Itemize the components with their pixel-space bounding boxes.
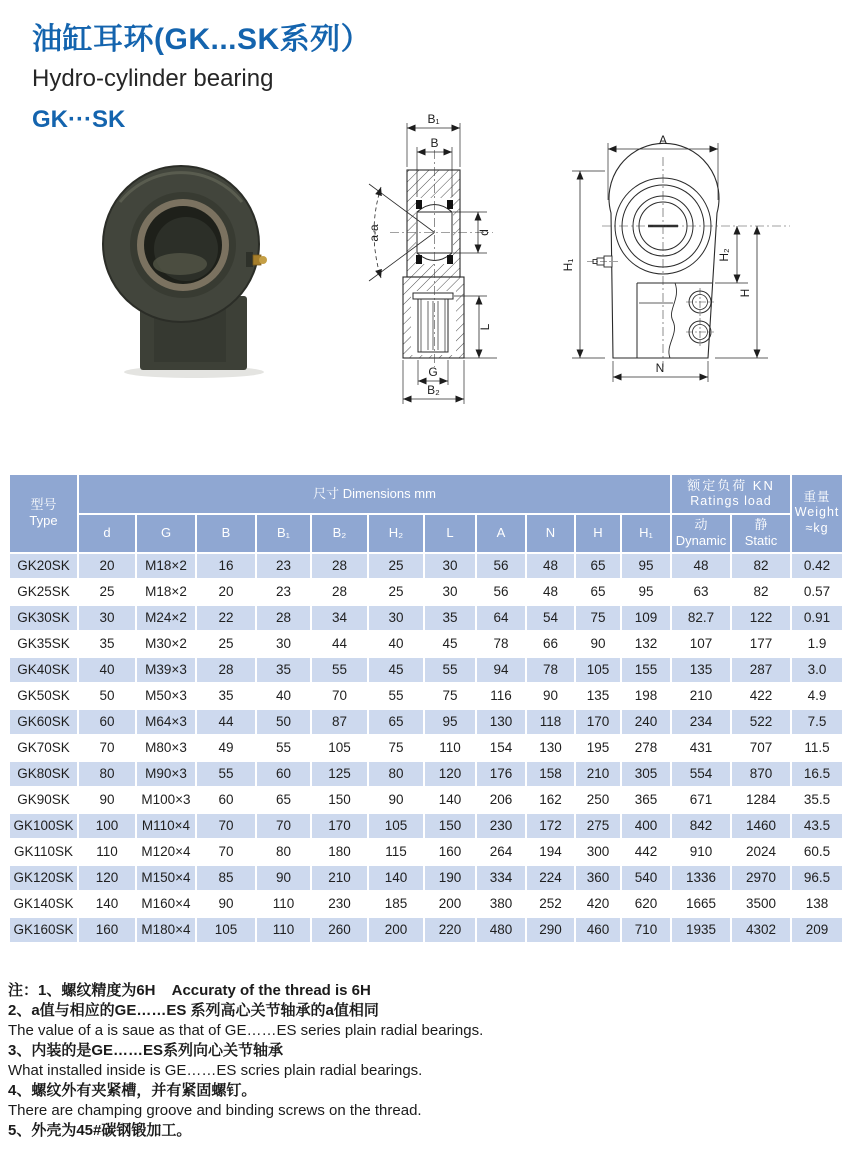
cell: 206 xyxy=(476,787,526,813)
cell: 65 xyxy=(575,579,621,605)
dim-label-l: L xyxy=(478,323,492,331)
cell: 64 xyxy=(476,605,526,631)
cell: 870 xyxy=(731,761,791,787)
cell: M24×2 xyxy=(136,605,196,631)
cell: 234 xyxy=(671,709,731,735)
cell: 220 xyxy=(424,917,476,943)
cell: 110 xyxy=(256,917,311,943)
cell: 264 xyxy=(476,839,526,865)
cell: 180 xyxy=(311,839,368,865)
cell: M39×3 xyxy=(136,657,196,683)
cell-type: GK110SK xyxy=(9,839,78,865)
col-header-dim-0: d xyxy=(78,514,136,553)
cell: 63 xyxy=(671,579,731,605)
cell: 0.57 xyxy=(791,579,843,605)
cell: 120 xyxy=(78,865,136,891)
table-row xyxy=(9,631,843,657)
cell: 150 xyxy=(311,787,368,813)
dim-label-b1: B₁ xyxy=(427,112,440,126)
cell: 82 xyxy=(731,553,791,579)
cell: 380 xyxy=(476,891,526,917)
cell: 30 xyxy=(368,605,424,631)
cell: 177 xyxy=(731,631,791,657)
cell: 90 xyxy=(575,631,621,657)
table-row xyxy=(9,865,843,891)
cell: 4302 xyxy=(731,917,791,943)
cell: M110×4 xyxy=(136,813,196,839)
header-row-groups xyxy=(9,474,843,514)
page-header xyxy=(32,14,371,134)
col-header-dim-5: H₂ xyxy=(368,514,424,553)
cell: 1.9 xyxy=(791,631,843,657)
cell: 105 xyxy=(196,917,256,943)
cell: 0.91 xyxy=(791,605,843,631)
front-view-drawing xyxy=(560,105,850,405)
cell: 176 xyxy=(476,761,526,787)
cell: 252 xyxy=(526,891,575,917)
cell-type: GK140SK xyxy=(9,891,78,917)
cell: M120×4 xyxy=(136,839,196,865)
cell: 90 xyxy=(78,787,136,813)
cell: 122 xyxy=(731,605,791,631)
table-row xyxy=(9,605,843,631)
cell: 155 xyxy=(621,657,671,683)
cell: 65 xyxy=(575,553,621,579)
cell: 460 xyxy=(575,917,621,943)
cell: 3500 xyxy=(731,891,791,917)
cell: 34 xyxy=(311,605,368,631)
cell: 82 xyxy=(731,579,791,605)
cell-type: GK30SK xyxy=(9,605,78,631)
cell: 160 xyxy=(78,917,136,943)
cell-type: GK160SK xyxy=(9,917,78,943)
cell: 140 xyxy=(424,787,476,813)
cell: 25 xyxy=(368,579,424,605)
cell: 85 xyxy=(196,865,256,891)
seal-mark xyxy=(447,255,453,264)
cell: 132 xyxy=(621,631,671,657)
cell: 55 xyxy=(311,657,368,683)
cell: 25 xyxy=(196,631,256,657)
cell: 95 xyxy=(424,709,476,735)
col-header-static: 静 Static xyxy=(731,514,791,553)
cell-type: GK25SK xyxy=(9,579,78,605)
cell: M180×4 xyxy=(136,917,196,943)
cell: 56 xyxy=(476,553,526,579)
cell: 80 xyxy=(368,761,424,787)
cell: 70 xyxy=(311,683,368,709)
cell: 107 xyxy=(671,631,731,657)
cell: 210 xyxy=(311,865,368,891)
cell: 105 xyxy=(311,735,368,761)
table-row xyxy=(9,553,843,579)
table-row xyxy=(9,839,843,865)
note-line: 5、外壳为45#碳钢锻加工。 xyxy=(8,1122,192,1139)
cell: 80 xyxy=(78,761,136,787)
cell-type: GK35SK xyxy=(9,631,78,657)
note-line: What installed inside is GE……ES scries plain radial bearings. xyxy=(8,1062,423,1079)
table-row xyxy=(9,787,843,813)
cell: 1460 xyxy=(731,813,791,839)
cell: 140 xyxy=(78,891,136,917)
table-row xyxy=(9,657,843,683)
dim-label-aa: a-a xyxy=(367,224,381,242)
col-header-dim-9: H xyxy=(575,514,621,553)
cell: 35 xyxy=(256,657,311,683)
cell: 190 xyxy=(424,865,476,891)
cell: 185 xyxy=(368,891,424,917)
cell: 60 xyxy=(78,709,136,735)
cell: 135 xyxy=(671,657,731,683)
seal-mark xyxy=(447,200,453,209)
cell: 442 xyxy=(621,839,671,865)
cell: 110 xyxy=(424,735,476,761)
cell-type: GK50SK xyxy=(9,683,78,709)
cell: 250 xyxy=(575,787,621,813)
cell: 25 xyxy=(368,553,424,579)
cell: 120 xyxy=(424,761,476,787)
cell: 305 xyxy=(621,761,671,787)
col-header-dim-6: L xyxy=(424,514,476,553)
cell-type: GK40SK xyxy=(9,657,78,683)
cell: 710 xyxy=(621,917,671,943)
cell: 620 xyxy=(621,891,671,917)
cell-type: GK60SK xyxy=(9,709,78,735)
cell: 130 xyxy=(476,709,526,735)
cell: 554 xyxy=(671,761,731,787)
cell: 170 xyxy=(575,709,621,735)
cell: 110 xyxy=(78,839,136,865)
note-line: 4、螺纹外有夹紧槽，并有紧固螺钉。 xyxy=(8,1082,257,1099)
dim-label-b2: B₂ xyxy=(427,383,440,397)
col-header-dim-3: B₁ xyxy=(256,514,311,553)
cell: 54 xyxy=(526,605,575,631)
cell: 198 xyxy=(621,683,671,709)
cell: 48 xyxy=(526,553,575,579)
cell: 40 xyxy=(256,683,311,709)
cell: M64×3 xyxy=(136,709,196,735)
table-row xyxy=(9,891,843,917)
cell: 30 xyxy=(424,579,476,605)
cell: 158 xyxy=(526,761,575,787)
cell: M18×2 xyxy=(136,553,196,579)
cell: 20 xyxy=(78,553,136,579)
note-line: 3、内装的是GE……ES系列向心关节轴承 xyxy=(8,1042,284,1059)
cell: 28 xyxy=(196,657,256,683)
cell: 300 xyxy=(575,839,621,865)
cell: 154 xyxy=(476,735,526,761)
cell: 50 xyxy=(78,683,136,709)
cell: 7.5 xyxy=(791,709,843,735)
cell: 20 xyxy=(196,579,256,605)
cell: 44 xyxy=(196,709,256,735)
cell: 194 xyxy=(526,839,575,865)
cell-type: GK70SK xyxy=(9,735,78,761)
note-line: 2、a值与相应的GE……ES 系列高心关节轴承的a值相同 xyxy=(8,1002,379,1019)
cell: 116 xyxy=(476,683,526,709)
notes-block xyxy=(8,981,838,1141)
cell: 1336 xyxy=(671,865,731,891)
cell: 162 xyxy=(526,787,575,813)
table-row xyxy=(9,709,843,735)
cell: 290 xyxy=(526,917,575,943)
cell: 100 xyxy=(78,813,136,839)
cell: 224 xyxy=(526,865,575,891)
cell: 60 xyxy=(256,761,311,787)
cell-type: GK120SK xyxy=(9,865,78,891)
cell: 70 xyxy=(256,813,311,839)
cell: 55 xyxy=(196,761,256,787)
cell: 48 xyxy=(671,553,731,579)
cell: 287 xyxy=(731,657,791,683)
col-group-dimensions: 尺寸 Dimensions mm xyxy=(78,474,671,514)
cell: 45 xyxy=(368,657,424,683)
cell: 420 xyxy=(575,891,621,917)
cell: 56 xyxy=(476,579,526,605)
col-group-ratings: 额定负荷 KN Ratings load xyxy=(671,474,791,514)
table-row xyxy=(9,683,843,709)
cell: 90 xyxy=(256,865,311,891)
cell: 70 xyxy=(196,813,256,839)
cell: 200 xyxy=(368,917,424,943)
cell: 160 xyxy=(424,839,476,865)
cell: 431 xyxy=(671,735,731,761)
cell: M30×2 xyxy=(136,631,196,657)
cell: 16.5 xyxy=(791,761,843,787)
cell: 110 xyxy=(256,891,311,917)
cell-type: GK90SK xyxy=(9,787,78,813)
cell: M100×3 xyxy=(136,787,196,813)
dim-label-a: A xyxy=(658,133,668,147)
col-header-dim-10: H₁ xyxy=(621,514,671,553)
cell: 55 xyxy=(424,657,476,683)
cell: 49 xyxy=(196,735,256,761)
spec-table xyxy=(8,473,844,944)
col-header-dim-8: N xyxy=(526,514,575,553)
header-row-columns xyxy=(9,514,843,553)
cell: 2024 xyxy=(731,839,791,865)
cell: 66 xyxy=(526,631,575,657)
cell: 28 xyxy=(311,553,368,579)
cell: 35.5 xyxy=(791,787,843,813)
cell: 1284 xyxy=(731,787,791,813)
cell: 43.5 xyxy=(791,813,843,839)
cell: 30 xyxy=(424,553,476,579)
cell: 40 xyxy=(78,657,136,683)
dim-label-h2: H₂ xyxy=(717,248,731,262)
cell: 90 xyxy=(526,683,575,709)
cell: 360 xyxy=(575,865,621,891)
cell: 35 xyxy=(78,631,136,657)
cell: 75 xyxy=(424,683,476,709)
cell: 65 xyxy=(256,787,311,813)
table-row xyxy=(9,761,843,787)
cell: 275 xyxy=(575,813,621,839)
cell: 210 xyxy=(671,683,731,709)
cell: 422 xyxy=(731,683,791,709)
cell: 35 xyxy=(196,683,256,709)
cell: 45 xyxy=(424,631,476,657)
cell: 75 xyxy=(575,605,621,631)
cell: M160×4 xyxy=(136,891,196,917)
cell: 70 xyxy=(196,839,256,865)
grease-fitting-boss xyxy=(246,252,253,267)
cell: 365 xyxy=(621,787,671,813)
cell: 195 xyxy=(575,735,621,761)
col-header-dim-4: B₂ xyxy=(311,514,368,553)
dim-label-b: B xyxy=(430,136,439,150)
cell: 138 xyxy=(791,891,843,917)
cell: 260 xyxy=(311,917,368,943)
cell: 3.0 xyxy=(791,657,843,683)
cell: 95 xyxy=(621,579,671,605)
product-photo xyxy=(82,148,272,380)
page-subtitle: Hydro-cylinder bearing xyxy=(32,65,274,92)
cell: 30 xyxy=(256,631,311,657)
cell: 65 xyxy=(368,709,424,735)
cell: 400 xyxy=(621,813,671,839)
dim-label-h: H xyxy=(738,288,752,298)
cell: 115 xyxy=(368,839,424,865)
cell-type: GK80SK xyxy=(9,761,78,787)
table-row xyxy=(9,917,843,943)
col-header-dim-2: B xyxy=(196,514,256,553)
series-label: GK···SK xyxy=(32,106,126,133)
cell: 1935 xyxy=(671,917,731,943)
cell: 23 xyxy=(256,579,311,605)
cell: 105 xyxy=(368,813,424,839)
cell: 170 xyxy=(311,813,368,839)
cell-type: GK20SK xyxy=(9,553,78,579)
cell: 334 xyxy=(476,865,526,891)
cell: 480 xyxy=(476,917,526,943)
cell: 707 xyxy=(731,735,791,761)
cell: 671 xyxy=(671,787,731,813)
col-header-dynamic: 动 Dynamic xyxy=(671,514,731,553)
cross-section-drawing xyxy=(365,105,550,410)
cell: 35 xyxy=(424,605,476,631)
cell: 60.5 xyxy=(791,839,843,865)
cell: 80 xyxy=(256,839,311,865)
cell: 78 xyxy=(526,657,575,683)
cell: 1665 xyxy=(671,891,731,917)
cell: 55 xyxy=(256,735,311,761)
note-line: There are champing groove and binding screws on the thread. xyxy=(8,1102,422,1119)
dim-label-g: G xyxy=(428,365,438,379)
cell: 135 xyxy=(575,683,621,709)
note-line: 注：1、螺纹精度为6H Accuraty of the thread is 6H xyxy=(8,982,371,999)
cell: 82.7 xyxy=(671,605,731,631)
cell: 910 xyxy=(671,839,731,865)
cell: 125 xyxy=(311,761,368,787)
col-header-dim-7: A xyxy=(476,514,526,553)
cell: 522 xyxy=(731,709,791,735)
cell: M90×3 xyxy=(136,761,196,787)
cell: 28 xyxy=(311,579,368,605)
cell: 22 xyxy=(196,605,256,631)
cell: 87 xyxy=(311,709,368,735)
cell: 90 xyxy=(196,891,256,917)
cell: 55 xyxy=(368,683,424,709)
cell: 230 xyxy=(476,813,526,839)
cell: 2970 xyxy=(731,865,791,891)
cell: 172 xyxy=(526,813,575,839)
cell: 105 xyxy=(575,657,621,683)
col-header-dim-1: G xyxy=(136,514,196,553)
cell: 28 xyxy=(256,605,311,631)
note-line: The value of a is saue as that of GE……ES series plain radial bearings. xyxy=(8,1022,484,1039)
cell: 230 xyxy=(311,891,368,917)
cell: 0.42 xyxy=(791,553,843,579)
cell: 78 xyxy=(476,631,526,657)
seal-mark xyxy=(416,200,422,209)
dim-label-h1: H₁ xyxy=(561,258,575,272)
cell: 150 xyxy=(424,813,476,839)
cell: 30 xyxy=(78,605,136,631)
page-title: 油缸耳环(GK...SK系列） xyxy=(32,23,372,56)
cell: 210 xyxy=(575,761,621,787)
cell: 94 xyxy=(476,657,526,683)
cell: 209 xyxy=(791,917,843,943)
cell: 96.5 xyxy=(791,865,843,891)
cell: 48 xyxy=(526,579,575,605)
cell: 109 xyxy=(621,605,671,631)
cell: 540 xyxy=(621,865,671,891)
cell: 70 xyxy=(78,735,136,761)
cell: 25 xyxy=(78,579,136,605)
cell: 278 xyxy=(621,735,671,761)
table-row xyxy=(9,735,843,761)
cell: M80×3 xyxy=(136,735,196,761)
cell: 60 xyxy=(196,787,256,813)
cell: 40 xyxy=(368,631,424,657)
cell: 842 xyxy=(671,813,731,839)
cell: 44 xyxy=(311,631,368,657)
cell: 23 xyxy=(256,553,311,579)
dim-label-d: d xyxy=(477,229,491,236)
table-row xyxy=(9,813,843,839)
cell: 200 xyxy=(424,891,476,917)
cell: 90 xyxy=(368,787,424,813)
cell: 16 xyxy=(196,553,256,579)
dim-label-n: N xyxy=(655,361,665,375)
cell: 50 xyxy=(256,709,311,735)
cell: M18×2 xyxy=(136,579,196,605)
cell: 240 xyxy=(621,709,671,735)
col-header-type: 型号 Type xyxy=(9,474,78,553)
cell: 95 xyxy=(621,553,671,579)
cell: 130 xyxy=(526,735,575,761)
table-row xyxy=(9,579,843,605)
cell: 11.5 xyxy=(791,735,843,761)
cell: 4.9 xyxy=(791,683,843,709)
cell: 140 xyxy=(368,865,424,891)
cell: M150×4 xyxy=(136,865,196,891)
cell: 75 xyxy=(368,735,424,761)
cell: M50×3 xyxy=(136,683,196,709)
cell: 118 xyxy=(526,709,575,735)
seal-mark xyxy=(416,255,422,264)
cell-type: GK100SK xyxy=(9,813,78,839)
col-header-weight: 重量 Weight ≈kg xyxy=(791,474,843,553)
